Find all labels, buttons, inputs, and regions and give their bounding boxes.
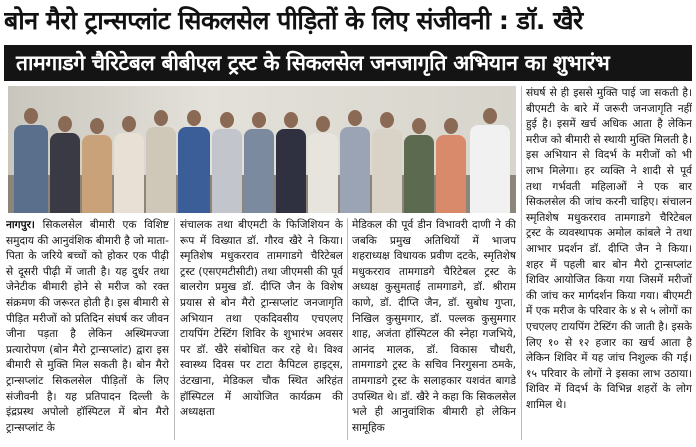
article-column-1 xyxy=(6,218,169,444)
article-text-col1: सिकलसेल बीमारी एक विशिष्ट समुदाय की आनुवंशिक बीमारी है जो माता-पिता के जरिये बच्चों को होकर एक पीढ़ी से दूसरी पीढ़ी में जाती है। यह दुर्धर तथा जेनेटीक बीमारी होने से मरीज को रक्त संक्रमण की जरूरत होती है। इस बीमारी से पीड़ित मरीजों को प्रतिदिन संघर्ष कर जीवन जीना पड़ता है लेकिन अस्थिमज्जा प्रत्यारोपण (बोन मैरो ट्रान्सप्लांट) द्वारा इस बीमारी से मुक्ति मिल सकती है। बोन मैरो ट्रान्सप्लांट सिकलसेल पीड़ितों के लिए संजीवनी है। यह प्रतिपादन दिल्ली के इंद्रप्रस्थ अपोलो हॉस्पिटल में बोन मैरो ट्रान्सप्लांट के xyxy=(6,219,169,434)
article-text-col4: संघर्ष से ही इससे मुक्ति पाई जा सकती है। बीएमटी के बारे में जरूरी जनजागृति नहीं हुई है। इसमें खर्च अधिक आता है लेकिन मरीज को बीमारी से स्थायी मुक्ति मिलती है। इस अभियान से विदर्भ के मरीजों को भी लाभ मिलेगा। हर व्यक्ति ने शादी से पूर्व तथा गर्भवती महिलाओं ने एक बार सिकलसेल की जांच करनी चाहिए। संचालन स्मृतिशेष मधुकरराव तामगाडगे चैरिटेबल ट्रस्ट के व्यवस्थापक अमोल कांबले ने तथा आभार प्रदर्शन डॉ. दीप्ति जैन ने किया। शहर में पहली बार बोन मैरो ट्रान्सप्लांट शिविर आयोजित किया गया जिसमें मरीजों की जांच कर मार्गदर्शन किया गया। बीएमटी में एक मरीज के परिवार के ४ से ५ लोगों का एचएलए टायपिंग टेस्टिंग की जाती है। इसके लिए १० से १२ हजार का खर्च आता है लेकिन शिविर में यह जांच निशुल्क की गई। १५ परिवार के लोगों ने इसका लाभ उठाया। शिविर में विदर्भ के विभिन्न शहरों के लोग शामिल थे। xyxy=(526,87,692,411)
article-column-2 xyxy=(180,218,343,444)
column-divider xyxy=(347,218,348,440)
dateline: नागपुर। xyxy=(6,219,35,231)
article-text-col3: मेडिकल की पूर्व डीन विभावरी दाणी ने की जबकि प्रमुख अतिथियों में भाजप शहराध्यक्ष विधायक प्रवीण दटके, स्मृतिशेष मधुकरराव तामगाडगे चैरिटेबल ट्रस्ट के अध्यक्ष कुसुमताई तामगाडगे, डॉ. श्रीराम काणे, डॉ. दीप्ति जैन, डॉ. सुबोध गुप्ता, निखिल कुसुमगार, डॉ. पल्लक कुसुमगार शाह, अजंता हॉस्पिटल की स्नेहा गजभिये, आनंद मालक, डॉ. विकास चौधरी, तामगाडगे ट्रस्ट के सचिव निरगुसना ठमके, तामगाडगे ट्रस्ट के सलाहकार यशवंत बागडे उपस्थित थे। डॉ. खैरे ने कहा कि सिकलसेल भले ही आनुवांशिक बीमारी हो लेकिन सामूहिक xyxy=(352,219,516,434)
subheadline: तामगाडगे चैरिटेबल बीबीएल ट्रस्ट के सिकलसेल जनजागृति अभियान का शुभारंभ xyxy=(4,45,692,81)
column-divider xyxy=(521,86,522,440)
group-photo xyxy=(8,86,516,213)
article-text-col2: संचालक तथा बीएमटी के फिजिशियन के रूप में विख्यात डॉ. गौरव खैरे ने किया। स्मृतिशेष मधुकरराव तामगाडगे चैरिटेबल ट्रस्ट (एसएमटीसीटी) तथा जीएमसी की पूर्व बालरोग प्रमुख डॉ. दीप्ति जैन के विशेष प्रयास से बोन मैरो ट्रान्सप्लांट जनजागृति अभियान तथा एकदिवसीय एचएलए टायपिंग टेस्टिंग शिविर के शुभारंभ अवसर पर डॉ. खैरे संबोधित कर रहे थे। विश्व स्वास्थ्य दिवस पर टाटा कैपिटल हाइट्स, उंटखाना, मेडिकल चौक स्थित अरिहंत हॉस्पिटल में आयोजित कार्यक्रम की अध्यक्षता xyxy=(180,219,343,419)
article-column-3 xyxy=(352,218,516,444)
column-divider xyxy=(174,218,175,440)
headline: बोन मैरो ट्रान्सप्लांट सिकलसेल पीड़ितों के लिए संजीवनी : डॉ. खैरे xyxy=(4,6,583,35)
article-column-4 xyxy=(526,86,692,444)
